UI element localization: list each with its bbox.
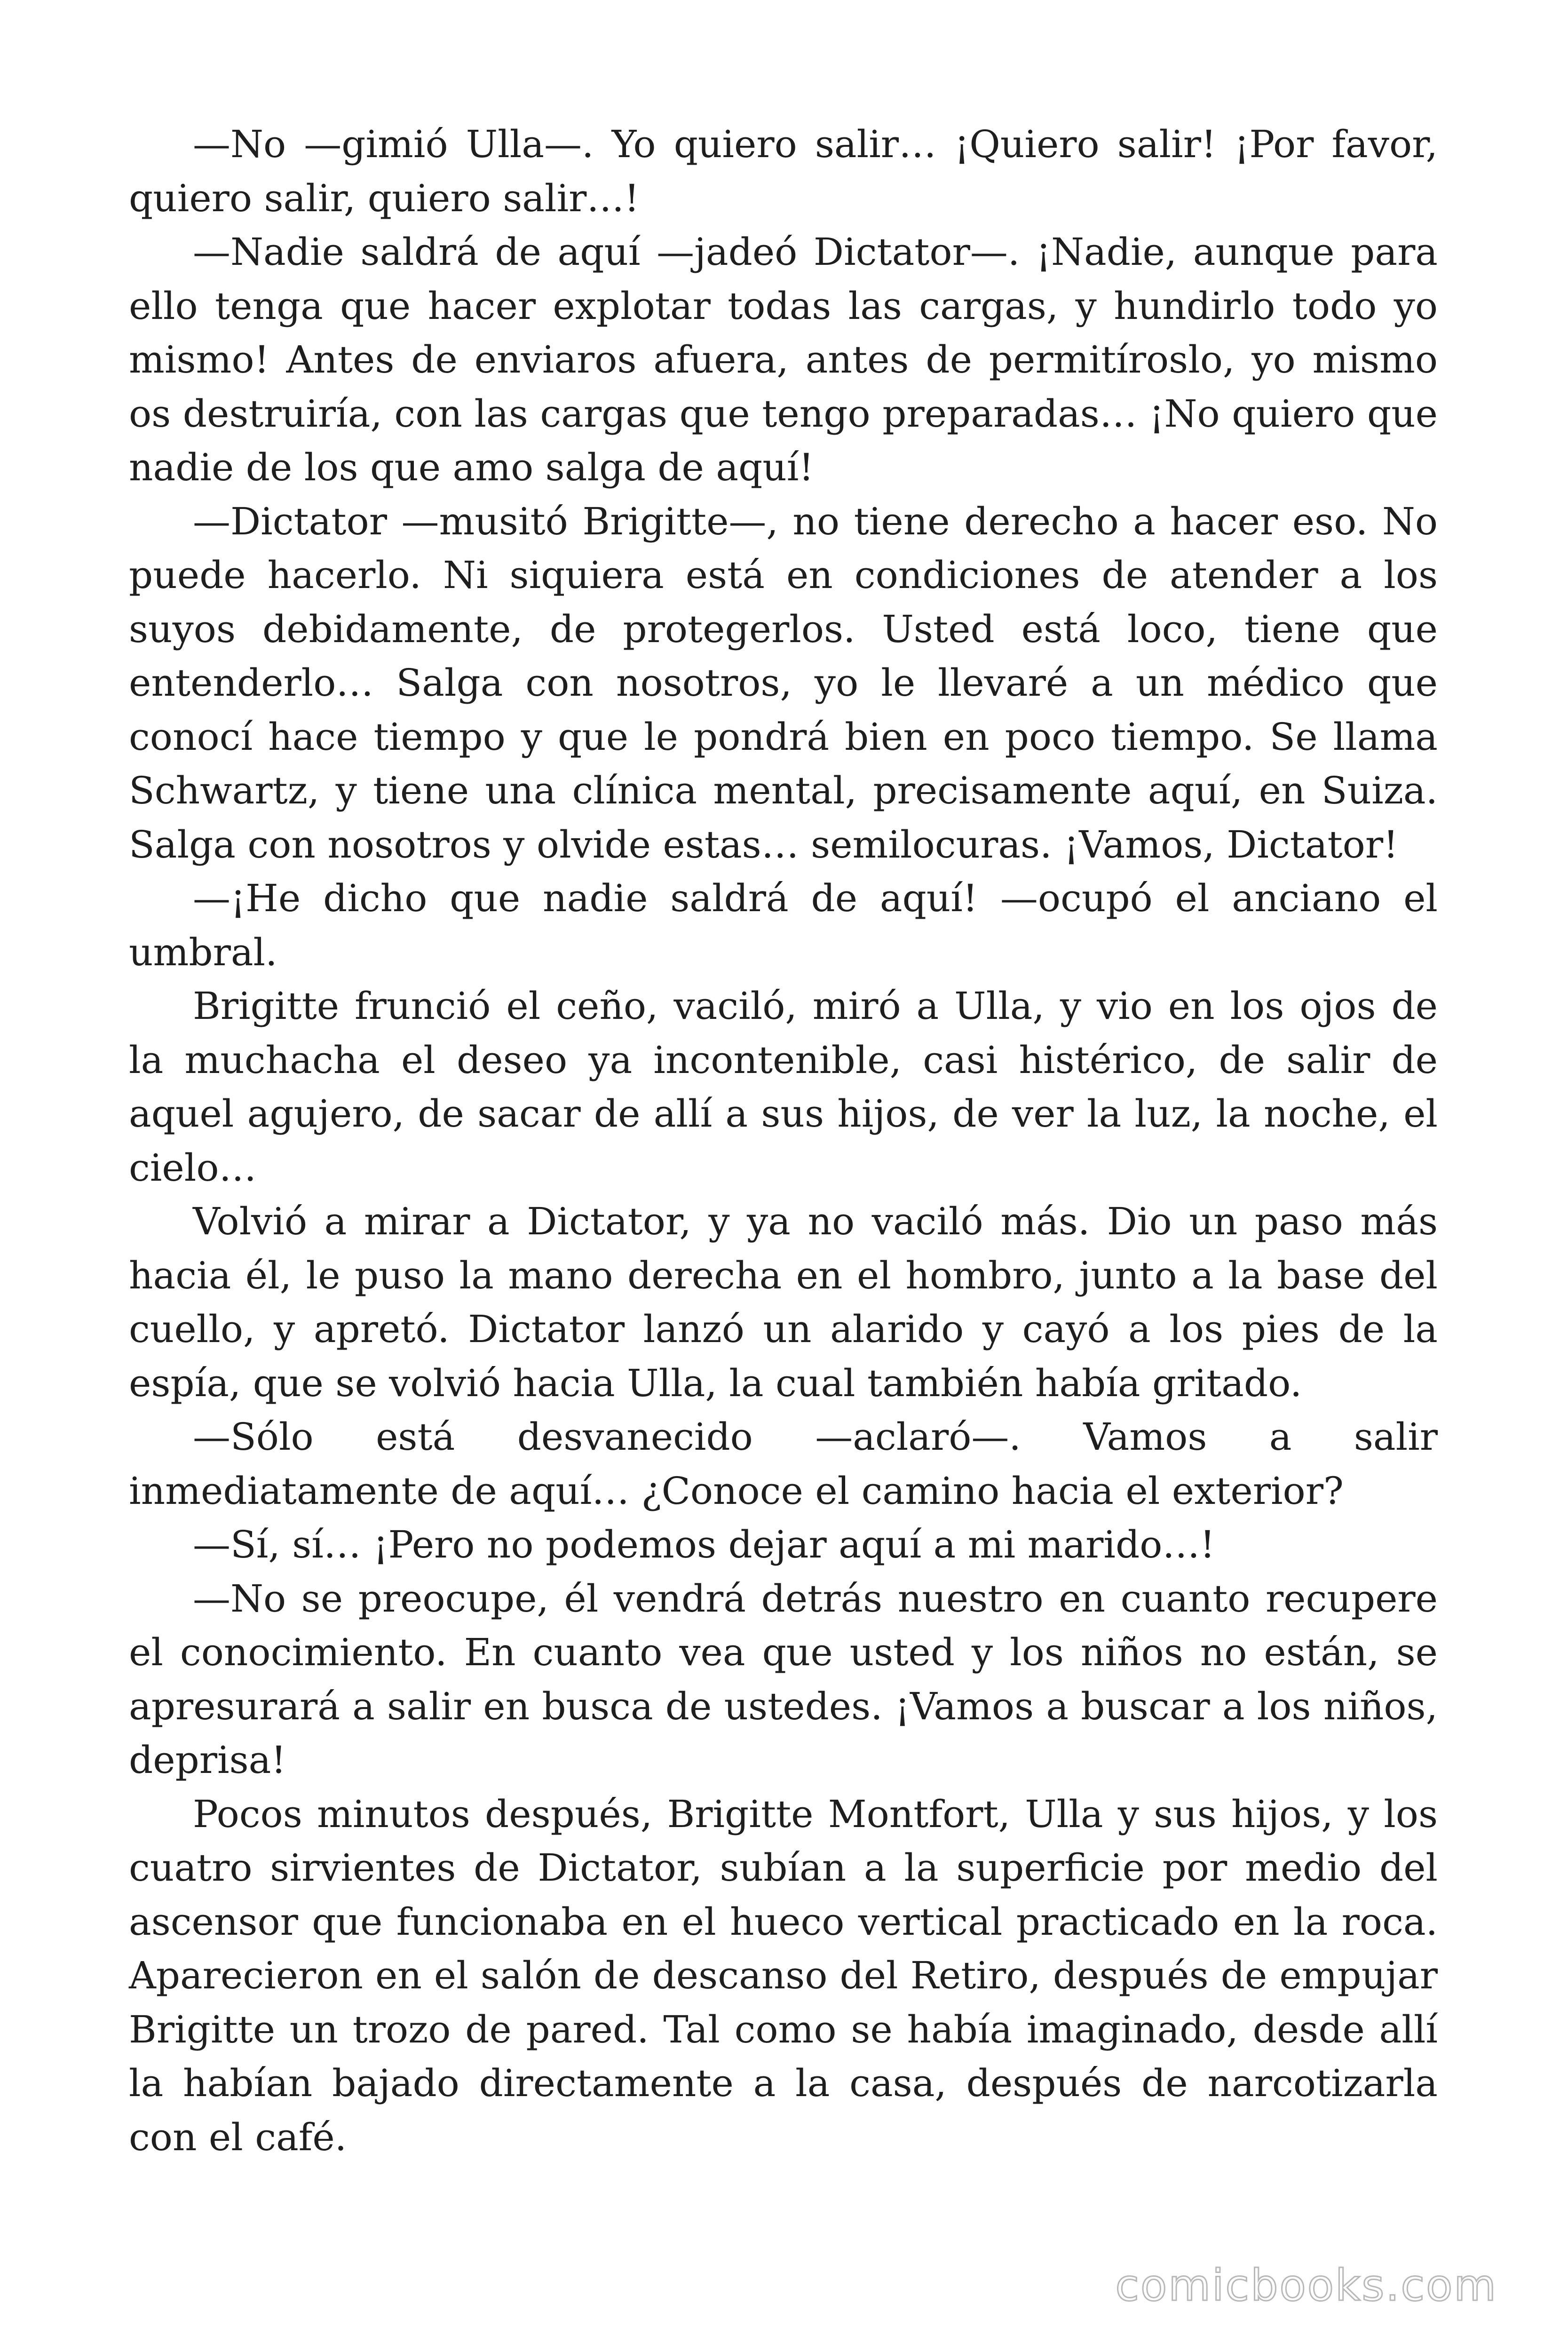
- paragraph: —Dictator —musitó Brigitte—, no tiene derecho a hacer eso. No puede hacerlo. Ni siquiera está en condiciones de atender a los suyos debidamente, de protegerlos. Usted está loco, tiene que entenderlo… Salga con nosotros, yo le llevaré a un médico que conocí hace tiempo y que le pondrá bien en poco tiempo. Se llama Schwartz, y tiene una clínica mental, precisamente aquí, en Suiza. Salga con nosotros y olvide estas… semilocuras. ¡Vamos, Dictator!: [129, 499, 1438, 866]
- paragraph: —No —gimió Ulla—. Yo quiero salir… ¡Quiero salir! ¡Por favor, quiero salir, quiero salir…!: [129, 122, 1438, 220]
- paragraph: Brigitte frunció el ceño, vaciló, miró a Ulla, y vio en los ojos de la muchacha el deseo ya incontenible, casi histérico, de salir de aquel agujero, de sacar de allí a sus hijos, de ver la luz, la noche, el cielo…: [129, 984, 1438, 1190]
- paragraph: —¡He dicho que nadie saldrá de aquí! —ocupó el anciano el umbral.: [129, 876, 1438, 974]
- paragraph: —Sí, sí… ¡Pero no podemos dejar aquí a mi marido…!: [193, 1523, 1215, 1566]
- paragraph: Pocos minutos después, Brigitte Montfort, Ulla y sus hijos, y los cuatro sirvientes de Dictator, subían a la superficie por medio del ascensor que funcionaba en el hueco vertical practicado en la roca. Aparecieron en el salón de descanso del Retiro, después de empujar Brigitte un trozo de pared. Tal como se había imaginado, desde allí la habían bajado directamente a la casa, después de narcotizarla con el café.: [129, 1792, 1438, 2159]
- paragraph: —No se preocupe, él vendrá detrás nuestro en cuanto recupere el conocimiento. En cuanto vea que usted y los niños no están, se apresurará a salir en busca de ustedes. ¡Vamos a buscar a los niños, deprisa!: [129, 1576, 1438, 1782]
- paragraph: —Sólo está desvanecido —aclaró—. Vamos a salir inmediatamente de aquí… ¿Conoce el camino hacia el exterior?: [129, 1415, 1438, 1513]
- paragraph: Volvió a mirar a Dictator, y ya no vaciló más. Dio un paso más hacia él, le puso la mano derecha en el hombro, junto a la base del cuello, y apretó. Dictator lanzó un alarido y cayó a los pies de la espía, que se volvió hacia Ulla, la cual también había gritado.: [129, 1200, 1438, 1405]
- watermark: comicbooks.com: [1115, 2260, 1497, 2311]
- paragraph: —Nadie saldrá de aquí —jadeó Dictator—. ¡Nadie, aunque para ello tenga que hacer explotar todas las cargas, y hundirlo todo yo mismo! Antes de enviaros afuera, antes de permitíroslo, yo mismo os destruiría, con las cargas que tengo preparadas… ¡No quiero que nadie de los que amo salga de aquí!: [129, 230, 1438, 489]
- page-body-text: [129, 118, 1438, 2164]
